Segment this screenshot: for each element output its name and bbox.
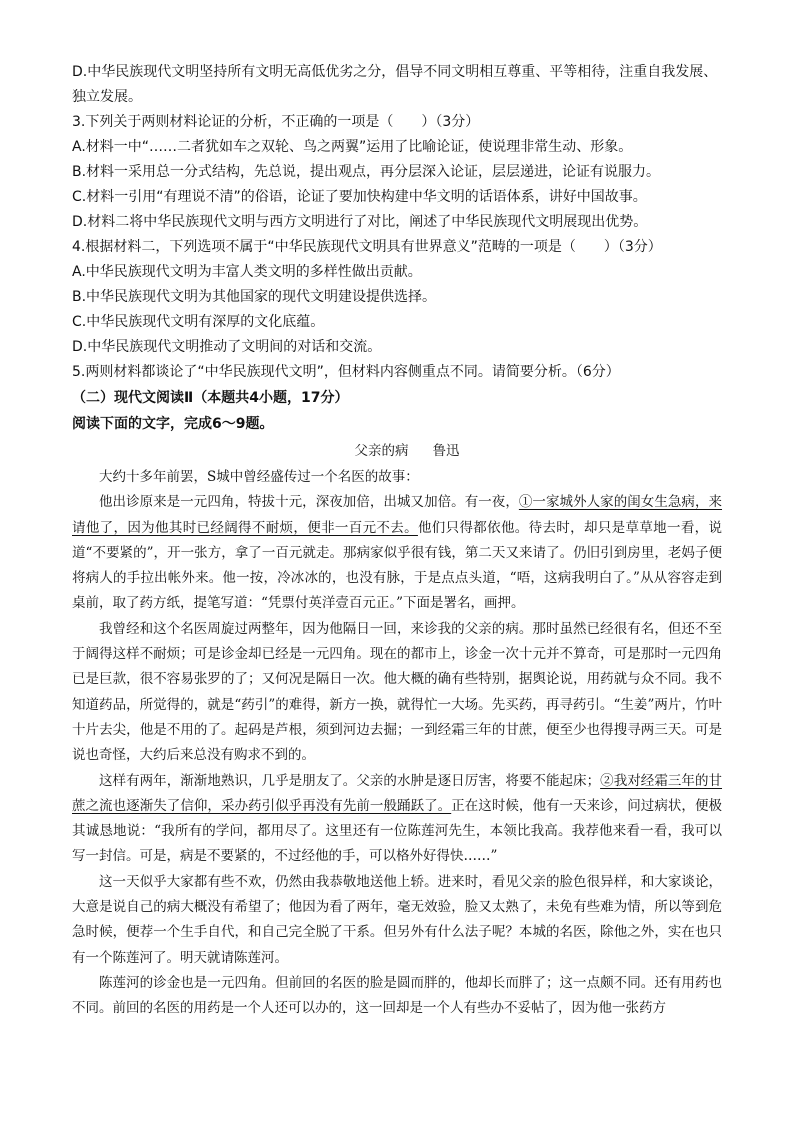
q4-option-b: B.中华民族现代文明为其他国家的现代文明建设提供选择。 — [72, 289, 437, 305]
paragraph-1: 大约十多年前罢，S城中曾经盛传过一个名医的故事： — [99, 469, 419, 485]
q4-option-d: D.中华民族现代文明推动了文明间的对话和交流。 — [72, 339, 382, 355]
q2-option-d-line2: 独立发展。 — [72, 89, 142, 105]
story-title: 父亲的病 — [354, 443, 409, 459]
q2-option-d-line1: D.中华民族现代文明坚持所有文明无高低优劣之分，倡导不同文明相互尊重、平等相待，注重自我发展、 — [72, 64, 718, 80]
story-author: 鲁迅 — [432, 443, 460, 459]
story-body — [72, 465, 722, 1022]
q4-stem: 4.根据材料二，下列选项不属于“中华民族现代文明具有世界意义”范畴的一项是（ ）（3分） — [72, 239, 662, 255]
paragraph-2-text-a: 他出诊原来是一元四角，特拔十元，深夜加倍，出城又加倍。有一夜， — [99, 494, 519, 511]
q3-option-b: B.材料一采用总一分式结构，先总说，提出观点，再分层深入论证，层层递进，论证有说服力。 — [72, 164, 661, 180]
q3-option-c: C.材料一引用“有理说不清”的俗语，论证了要加快构建中华文明的话语体系，讲好中国故事。 — [72, 189, 647, 205]
q4-option-c: C.中华民族现代文明有深厚的文化底蕴。 — [72, 314, 325, 330]
paragraph-2 — [72, 490, 722, 616]
paragraph-6: 陈莲河的诊金也是一元四角。但前回的名医的脸是圆而胖的，他却长而胖了；这一点颇不同。还有用药也不同。前回的名医的用药是一个人还可以办的，这一回却是一个人有些办不妥帖了，因为他一张药方 — [72, 974, 722, 1017]
section-instruction: 阅读下面的文字，完成6～9题。 — [72, 416, 274, 432]
paragraph-5: 这一天似乎大家都有些不欢，仍然由我恭敬地送他上轿。进来时，看见父亲的脸色很异样，和大家谈论，大意是说自己的病大概没有希望了；他因为看了两年，毫无效验，脸又太熟了，未免有些难为情，所以等到危急时候，便荐一个生手自代，和自己完全脱了干系。但另外有什么法子呢？本城的名医，除他之外，实在也只有一个陈莲河了。明天就请陈莲河。 — [72, 873, 722, 966]
exam-page — [72, 60, 722, 1022]
paragraph-3: 我曾经和这个名医周旋过两整年，因为他隔日一回，来诊我的父亲的病。那时虽然已经很有名，但还不至于阔得这样不耐烦；可是诊金却已经是一元四角。现在的都市上，诊金一次十元并不算奇，可是那时一元四角已是巨款，很不容易张罗的了；又何况是隔日一次。他大概的确有些特别，据舆论说，用药就与众不同。我不知道药品，所觉得的，就是“药引”的难得，新方一换，就得忙一大场。先买药，再寻药引。“生姜”两片，竹叶十片去尖，他是不用的了。起码是芦根，须到河边去掘；一到经霜三年的甘蔗，便至少也得搜寻两三天。可是说也奇怪，大约后来总没有购求不到的。 — [72, 620, 722, 764]
section-heading: （二）现代文阅读Ⅱ（本题共4小题，17分） — [72, 390, 349, 406]
q3-option-d: D.材料二将中华民族现代文明与西方文明进行了对比，阐述了中华民族现代文明展现出优势。 — [72, 214, 648, 230]
paragraph-4-text-b: 正在这时候，他有一天来诊，问过病状，便极其诚恳地说：“我所有的学问，都用尽了。这里还有一位陈莲河先生，本领比我高。我荐他来看一看，我可以写一封信。可是，病是不要紧的，不过经他的手，可以格外好得快……” — [72, 797, 723, 865]
q4-option-a: A.中华民族现代文明为丰富人类文明的多样性做出贡献。 — [72, 264, 422, 280]
paragraph-2-text-b: 他们只得都依他。待去时，却只是草草地一看，说道“不要紧的”，开一张方，拿了一百元就走。那病家似乎很有钱，第二天又来请了。仍旧引到房里，老妈子便将病人的手拉出帐外来。他一按，冷冰冰的，也没有脉，于是点点头道，“唔，这病我明白了。”从从容容走到桌前，取了药方纸，提笔写道：“凭票付英洋壹百元正。”下面是署名，画押。 — [72, 519, 723, 612]
underlined-sentence-2: ②我对经霜三年的甘蔗之流也逐渐失了信仰，采办药引似乎再没有先前一般踊跃了。 — [72, 772, 723, 814]
story-title-line — [92, 437, 722, 465]
q5-stem: 5.两则材料都谈论了“中华民族现代文明”，但材料内容侧重点不同。请简要分析。（6分） — [72, 364, 620, 380]
q3-option-a: A.材料一中“……二者犹如车之双轮、鸟之两翼”运用了比喻论证，使说理非常生动、形象。 — [72, 139, 633, 155]
paragraph-4-text-a: 这样有两年，渐渐地熟识，几乎是朋友了。父亲的水肿是逐日厉害，将要不能起床； — [99, 772, 601, 789]
paragraph-4 — [72, 769, 722, 870]
q3-stem: 3.下列关于两则材料论证的分析，不正确的一项是（ ）（3分） — [72, 114, 480, 130]
underlined-sentence-1: ①一家城外人家的闺女生急病，来请他了，因为他其时已经阔得不耐烦，便非一百元不去。 — [72, 494, 723, 536]
